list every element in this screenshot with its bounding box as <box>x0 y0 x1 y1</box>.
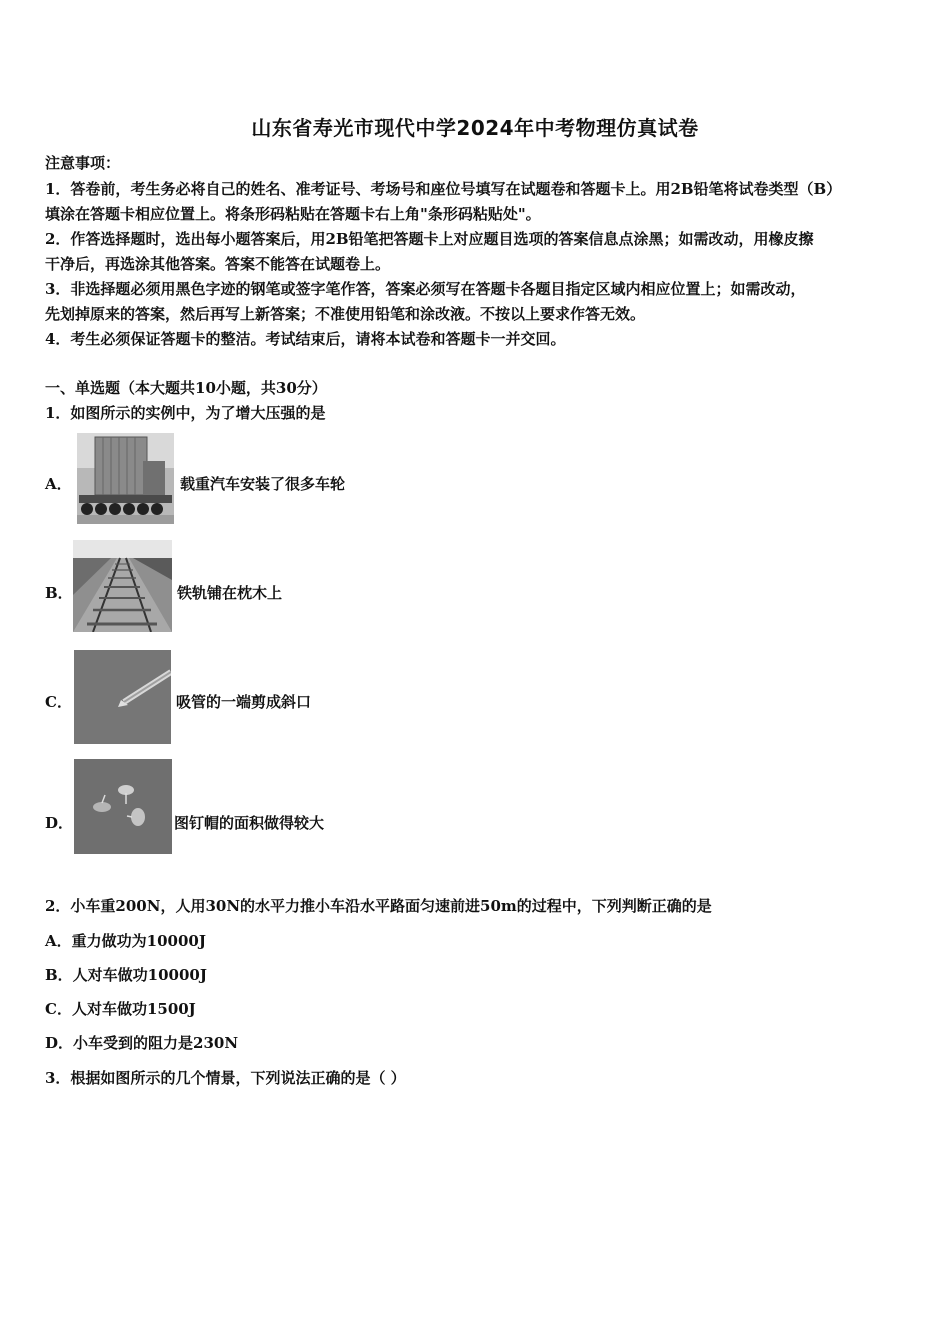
question-3-stem: 3．根据如图所示的几个情景，下列说法正确的是（ ） <box>45 1069 406 1087</box>
q2-option-d: D．小车受到的阻力是230N <box>45 1034 239 1052</box>
notice-line: 填涂在答题卡相应位置上。将条形码粘贴在答题卡右上角"条形码粘贴处"。 <box>45 205 541 223</box>
section-heading: 一、单选题（本大题共10小题，共30分） <box>45 379 327 397</box>
q1-option-c-letter: C． <box>45 693 72 711</box>
notice-line: 4．考生必须保证答题卡的整洁。考试结束后，请将本试卷和答题卡一并交回。 <box>45 330 566 348</box>
page-title: 山东省寿光市现代中学2024年中考物理仿真试卷 <box>251 116 699 140</box>
q1-option-a-letter: A． <box>45 475 72 493</box>
straw-photo <box>74 650 171 744</box>
q1-option-a-text: 载重汽车安装了很多车轮 <box>180 475 346 493</box>
q2-option-a: A．重力做功为10000J <box>45 932 206 950</box>
q1-option-b-letter: B． <box>45 584 73 602</box>
notice-heading: 注意事项： <box>45 154 121 172</box>
railway-track-photo <box>73 540 172 632</box>
heavy-truck-photo <box>77 433 174 524</box>
q1-option-b-text: 铁轨铺在枕木上 <box>177 584 283 602</box>
notice-line: 干净后，再选涂其他答案。答案不能答在试题卷上。 <box>45 255 391 273</box>
q1-option-d-text: 图钉帽的面积做得较大 <box>174 814 325 832</box>
q1-option-d-letter: D． <box>45 814 74 832</box>
notice-line: 2．作答选择题时，选出每小题答案后，用2B铅笔把答题卡上对应题目选项的答案信息点涂黑；如需改动，用橡皮擦 <box>45 230 814 248</box>
q2-option-c: C．人对车做功1500J <box>45 1000 196 1018</box>
q1-option-c-text: 吸管的一端剪成斜口 <box>176 693 312 711</box>
q2-option-b: B．人对车做功10000J <box>45 966 207 984</box>
notice-line: 3．非选择题必须用黑色字迹的钢笔或签字笔作答，答案必须写在答题卡各题目指定区域内相应位置上；如需改动， <box>45 280 806 298</box>
thumbtack-photo <box>74 759 172 854</box>
notice-line: 先划掉原来的答案，然后再写上新答案；不准使用铅笔和涂改液。不按以上要求作答无效。 <box>45 305 646 323</box>
question-2-stem: 2．小车重200N，人用30N的水平力推小车沿水平路面匀速前进50m的过程中，下列判断正确的是 <box>45 897 712 915</box>
question-1-stem: 1．如图所示的实例中，为了增大压强的是 <box>45 404 326 422</box>
notice-line: 1．答卷前，考生务必将自己的姓名、准考证号、考场号和座位号填写在试题卷和答题卡上。用2B铅笔将试卷类型（B） <box>45 180 842 198</box>
